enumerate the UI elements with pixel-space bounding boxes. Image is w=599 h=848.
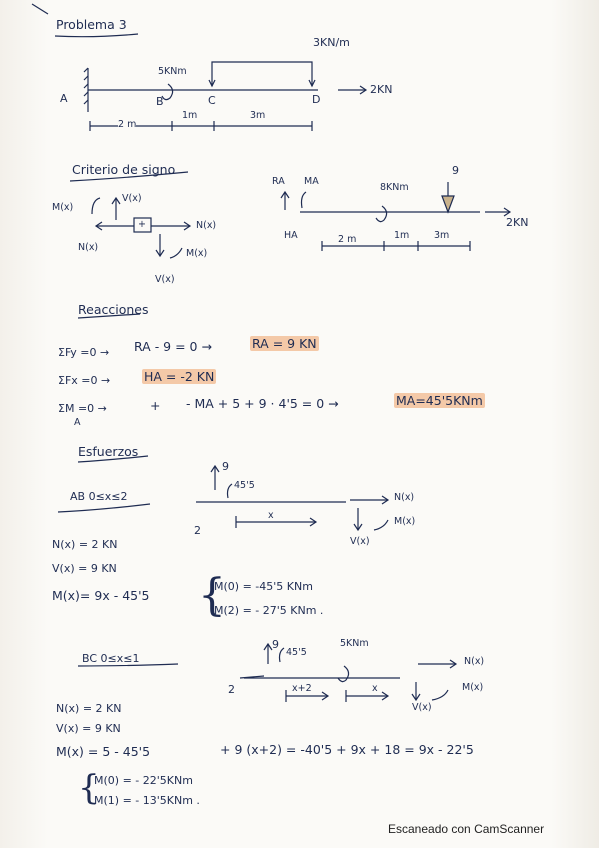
n-right-label: N(x) (196, 220, 217, 231)
ab-v9: 9 (222, 460, 229, 473)
ab-range: AB 0≤x≤2 (70, 490, 128, 503)
bc-m: M(x) (462, 682, 484, 693)
bc-eq-v: V(x) = 9 KN (56, 722, 121, 735)
eq3-sign: + (150, 398, 161, 413)
ab-n: N(x) (394, 492, 415, 503)
ab-brace: { (198, 570, 226, 621)
ab-m0: M(0) = -45'5 KNm (214, 580, 313, 593)
bc-brace: { (78, 768, 100, 808)
dim-3m-label: 3m (250, 110, 266, 121)
ab-v: V(x) (350, 536, 370, 547)
bc-v: V(x) (412, 702, 432, 713)
m-left-label: M(x) (52, 202, 74, 213)
reactions-heading: Reacciones (78, 302, 149, 317)
point-b-label: B (156, 95, 164, 108)
efforts-heading: Esfuerzos (78, 444, 139, 459)
page-title: Problema 3 (56, 17, 127, 32)
dim-1m-label: 1m (182, 110, 198, 121)
dim-2m-label: 2 m (118, 119, 137, 130)
bc-x: x (372, 683, 378, 694)
moment-label: 5KNm (158, 66, 187, 77)
bc-moment: 5KNm (340, 638, 369, 649)
sign-criteria-heading: Criterio de signo (72, 162, 176, 177)
m-right-label: M(x) (186, 248, 208, 259)
v-bottom-label: V(x) (155, 274, 175, 285)
fbd-moment-label: 8KNm (380, 182, 409, 193)
fbd-dim-3m: 3m (434, 230, 450, 241)
n-left-label: N(x) (78, 242, 99, 253)
bc-eq-m: M(x) = 5 - 45'5 (56, 744, 151, 759)
bc-eq-m-cont: + 9 (x+2) = -40'5 + 9x + 18 = 9x - 22'5 (220, 742, 474, 757)
load-label: 3KN/m (313, 36, 350, 49)
bc-range: BC 0≤x≤1 (82, 652, 140, 665)
ab-m2: M(2) = - 27'5 KNm . (214, 604, 324, 617)
fbd-force-label: 2KN (506, 216, 529, 229)
bc-m455: 45'5 (286, 647, 307, 658)
eq3-sub: A (74, 417, 81, 428)
eq1-result (250, 336, 319, 351)
eq2-label: ΣFx =0 → (58, 374, 111, 387)
ab-x: x (268, 510, 274, 521)
ra-label: RA (272, 176, 285, 187)
fbd-dim-2m: 2 m (338, 234, 357, 245)
eq2-result (142, 369, 216, 384)
bc-xp2: x+2 (292, 683, 312, 694)
force-right-label: 2KN (370, 83, 393, 96)
ha-label: HA (284, 230, 298, 241)
bc-eq-n: N(x) = 2 KN (56, 702, 122, 715)
ab-eq-n: N(x) = 2 KN (52, 538, 118, 551)
ma-label: MA (304, 176, 319, 187)
eq1-body: RA - 9 = 0 → (134, 339, 212, 354)
ab-m: M(x) (394, 516, 416, 527)
eq3-result (394, 393, 485, 408)
bc-v9: 9 (272, 638, 279, 651)
point-c-label: C (208, 94, 216, 107)
bc-n: N(x) (464, 656, 485, 667)
title-underline (55, 34, 138, 37)
eq2-result-highlight: HA = -2 KN (144, 369, 215, 384)
fbd-q-label: 9 (452, 164, 459, 177)
fbd-dim-1m: 1m (394, 230, 410, 241)
ab-m455: 45'5 (234, 480, 255, 491)
eq3-result-highlight: MA=45'5KNm (396, 393, 483, 408)
bc-m1: M(1) = - 13'5KNm . (94, 794, 200, 807)
bc-m0: M(0) = - 22'5KNm (94, 774, 193, 787)
scanner-footer: Escaneado con CamScanner (388, 822, 545, 836)
corner-mark (32, 4, 48, 14)
point-a-label: A (60, 92, 68, 105)
plus-sign: + (138, 219, 146, 230)
eq3-body: - MA + 5 + 9 · 4'5 = 0 → (186, 396, 339, 411)
eq1-label: ΣFy =0 → (58, 346, 110, 359)
bc-left-force: 2 (228, 683, 235, 696)
point-d-label: D (312, 93, 321, 106)
eq1-result-highlight: RA = 9 KN (252, 336, 317, 351)
eq3-label: ΣM =0 → (58, 402, 107, 415)
ab-eq-m: M(x)= 9x - 45'5 (52, 588, 150, 603)
v-left-label: V(x) (122, 193, 142, 204)
ab-eq-v: V(x) = 9 KN (52, 562, 117, 575)
ab-left-force: 2 (194, 524, 201, 537)
